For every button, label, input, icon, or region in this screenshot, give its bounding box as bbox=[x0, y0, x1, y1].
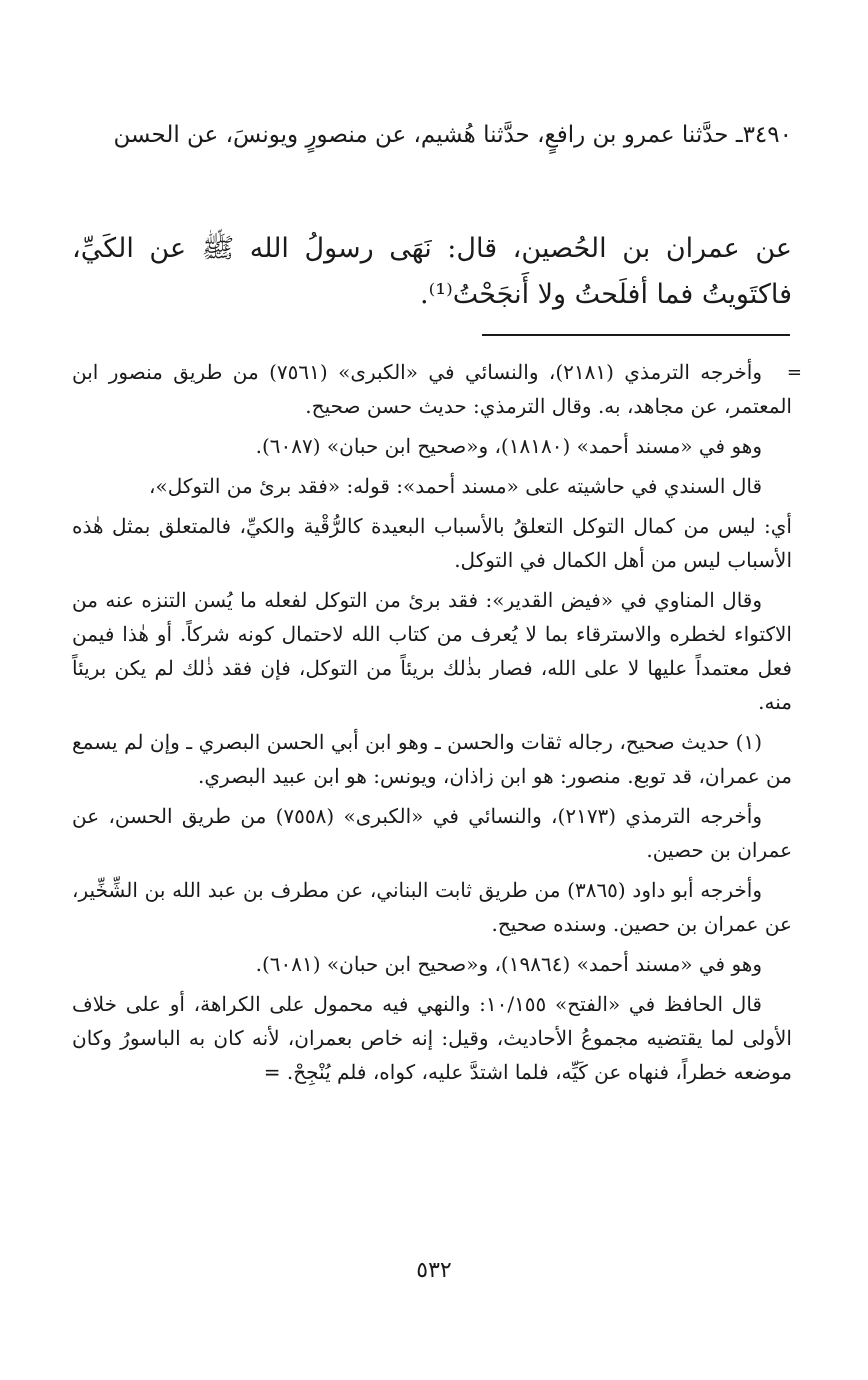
footnotes-section bbox=[72, 355, 792, 1095]
footnote-paragraph: قال السندي في حاشيته على «مسند أحمد»: قوله: «فقد برئ من التوكل»، bbox=[149, 474, 762, 498]
continuation-mark-bottom: = bbox=[263, 1060, 281, 1084]
footnote-paragraph-last bbox=[72, 987, 792, 1089]
footnote-paragraph: وأخرجه الترمذي (٢١٨١)، والنسائي في «الكبرى» (٧٥٦١) من طريق منصور ابن المعتمر، عن مجاهد، به. وقال الترمذي: حديث حسن صحيح. bbox=[72, 360, 792, 418]
page-number: ٥٣٢ bbox=[416, 1258, 452, 1283]
footnote-paragraph: وهو في «مسند أحمد» (١٩٨٦٤)، و«صحيح ابن حبان» (٦٠٨١). bbox=[255, 952, 762, 976]
footnote-last-text: قال الحافظ في «الفتح» ١٠/١٥٥: والنهي فيه محمول على الكراهة، أو على خلاف الأولى لما يقتضيه مجموعُ الأحاديث، وقيل: إنه خاص بعمران، لأنه كان به الباسورُ وكان موضعه خطراً، فنهاه عن كَيِّه، فلما اشتدَّ عليه، كواه، فلم يُنْجِحْ. bbox=[72, 992, 792, 1084]
footnote-paragraph: أي: ليس من كمال التوكل التعلقُ بالأسباب البعيدة كالرُّقْية والكيِّ، فالمتعلق بمثل هٰذه الأسباب ليس من أهل الكمال في التوكل. bbox=[72, 514, 792, 572]
footnote-separator-line bbox=[482, 334, 790, 336]
hadith-chain-heading: ٣٤٩٠ـ حدَّثنا عمرو بن رافعٍ، حدَّثنا هُشيم، عن منصورٍ ويونسَ، عن الحسن bbox=[113, 122, 792, 148]
hadith-main-text: عن عمران بن الحُصين، قال: نَهَى رسولُ الله ﷺ عن الكَيِّ، فاكتَويتُ فما أفلَحتُ ولا أَنجَحْتُ⁽¹⁾. bbox=[72, 233, 792, 310]
continuation-mark-top: = bbox=[786, 362, 802, 383]
footnote-paragraph: وقال المناوي في «فيض القدير»: فقد برئ من التوكل لفعله ما يُسن التنزه عنه من الاكتواء لخطره والاسترقاء بما لا يُعرف من كتاب الله لاحتمال كونه شركاً. أو هٰذا فيمن فعل معتمداً عليها لا على الله، فصار بذٰلك بريئاً من التوكل، فإن فقد ذٰلك لم يكن بريئاً منه. bbox=[72, 588, 792, 714]
footnote-paragraph: (١) حديث صحيح، رجاله ثقات والحسن ـ وهو ابن أبي الحسن البصري ـ وإن لم يسمع من عمران، قد توبع. منصور: هو ابن زاذان، ويونس: هو ابن عبيد البصري. bbox=[72, 730, 792, 788]
footnote-paragraph: وهو في «مسند أحمد» (١٨١٨٠)، و«صحيح ابن حبان» (٦٠٨٧). bbox=[255, 434, 762, 458]
footnote-paragraph: وأخرجه أبو داود (٣٨٦٥) من طريق ثابت البناني، عن مطرف بن عبد الله بن الشِّخِّير، عن عمران بن حصين. وسنده صحيح. bbox=[72, 878, 792, 936]
footnote-paragraph: وأخرجه الترمذي (٢١٧٣)، والنسائي في «الكبرى» (٧٥٥٨) من طريق الحسن، عن عمران بن حصين. bbox=[72, 804, 792, 862]
